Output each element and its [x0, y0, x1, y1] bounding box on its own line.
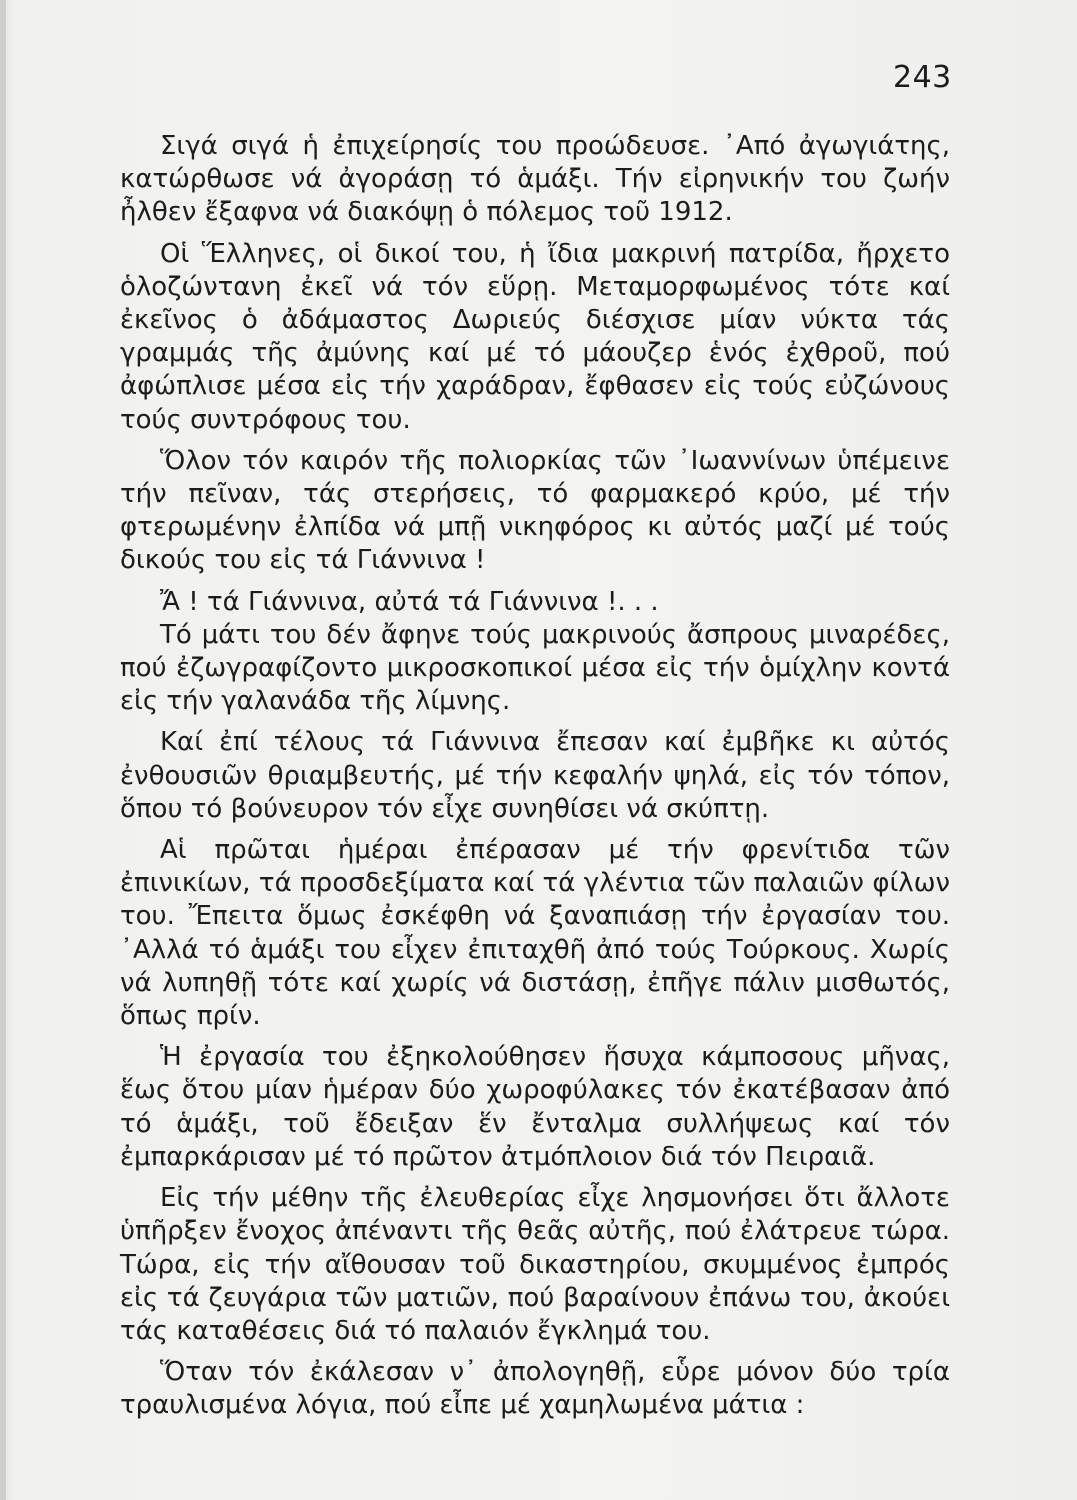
paragraph: Ἡ ἐργασία του ἐξηκολούθησεν ἥσυχα κάμποσους μῆνας, ἕως ὅτου μίαν ἡμέραν δύο χωροφύλακες τόν ἐκατέβασαν ἀπό τό ἁμάξι, τοῦ ἔδειξαν ἕν ἔνταλμα συλλήψεως καί τόν ἐμπαρκάρισαν μέ τό πρῶτον ἀτμόπλοιον διά τόν Πειραιᾶ. — [120, 1042, 950, 1172]
paragraph-exclamation: Ἄ ! τά Γιάννινα, αὐτά τά Γιάννινα !. . . — [160, 586, 659, 617]
paragraph: Καί ἐπί τέλους τά Γιάννινα ἔπεσαν καί ἐμβῆκε κι αὐτός ἐνθουσιῶν θριαμβευτής, μέ τήν κεφαλήν ψηλά, εἰς τόν τόπον, ὅπου τό βούνευρον τόν εἶχε συνηθίσει νά σκύπτῃ. — [120, 727, 950, 824]
paragraph: Εἰς τήν μέθην τῆς ἐλευθερίας εἶχε λησμονήσει ὅτι ἄλλοτε ὑπῆρξεν ἔνοχος ἀπέναντι τῆς θεᾶς αὐτῆς, πού ἐλάτρευε τώρα. Τώρα, εἰς τήν αἴθουσαν τοῦ δικαστηρίου, σκυμμένος ἐμπρός εἰς τά ζευγάρια τῶν ματιῶν, πού βαραίνουν ἐπάνω του, ἀκούει τάς καταθέσεις διά τό παλαιόν ἔγκλημά του. — [120, 1183, 950, 1346]
page-spine-shadow — [0, 0, 6, 1500]
body-text — [120, 130, 950, 1431]
paragraph: Ὅταν τόν ἐκάλεσαν ν᾿ ἀπολογηθῇ, εὗρε μόνον δύο τρία τραυλισμένα λόγια, πού εἶπε μέ χαμηλωμένα μάτια : — [120, 1357, 950, 1421]
paragraph: Αἱ πρῶται ἡμέραι ἐπέρασαν μέ τήν φρενίτιδα τῶν ἐπινικίων, τά προσδεξίματα καί τά γλέντια τῶν παλαιῶν φίλων του. Ἔπειτα ὅμως ἐσκέφθη νά ξαναπιάσῃ τήν ἐργασίαν του. ᾿Αλλά τό ἁμάξι του εἶχεν ἐπιταχθῆ ἀπό τούς Τούρκους. Χωρίς νά λυπηθῇ τότε καί χωρίς νά διστάσῃ, ἐπῆγε πάλιν μισθωτός, ὅπως πρίν. — [120, 835, 950, 1032]
page-number: 243 — [893, 60, 952, 95]
paragraph: Οἱ Ἕλληνες, οἱ δικοί του, ἡ ἴδια μακρινή πατρίδα, ἤρχετο ὁλοζώντανη ἐκεῖ νά τόν εὕρῃ. Μεταμορφωμένος τότε καί ἐκεῖνος ὁ ἀδάμαστος Δωριεύς διέσχισε μίαν νύκτα τάς γραμμάς τῆς ἀμύνης καί μέ τό μάουζερ ἑνός ἐχθροῦ, πού ἀφώπλισε μέσα εἰς τήν χαράδραν, ἔφθασεν εἰς τούς εὐζώνους τούς συντρόφους του. — [120, 238, 950, 435]
paragraph: Τό μάτι του δέν ἄφηνε τούς μακρινούς ἄσπρους μιναρέδες, πού ἐζωγραφίζοντο μικροσκοπικοί μέσα εἰς τήν ὁμίχλην κοντά εἰς τήν γαλανάδα τῆς λίμνης. — [120, 619, 950, 717]
paragraph: Ὅλον τόν καιρόν τῆς πολιορκίας τῶν ᾿Ιωαννίνων ὑπέμεινε τήν πεῖναν, τάς στερήσεις, τό φαρμακερό κρύο, μέ τήν φτερωμένην ἐλπίδα νά μπῇ νικηφόρος κι αὐτός μαζί μέ τούς δικούς του εἰς τά Γιάννινα ! — [120, 445, 950, 576]
paragraph: Σιγά σιγά ἡ ἐπιχείρησίς του προώδευσε. ᾿Από ἀγωγιάτης, κατώρθωσε νά ἀγοράσῃ τό ἁμάξι. Τήν εἰρηνικήν του ζωήν ἦλθεν ἔξαφνα νά διακόψῃ ὁ πόλεμος τοῦ 1912. — [120, 131, 950, 228]
